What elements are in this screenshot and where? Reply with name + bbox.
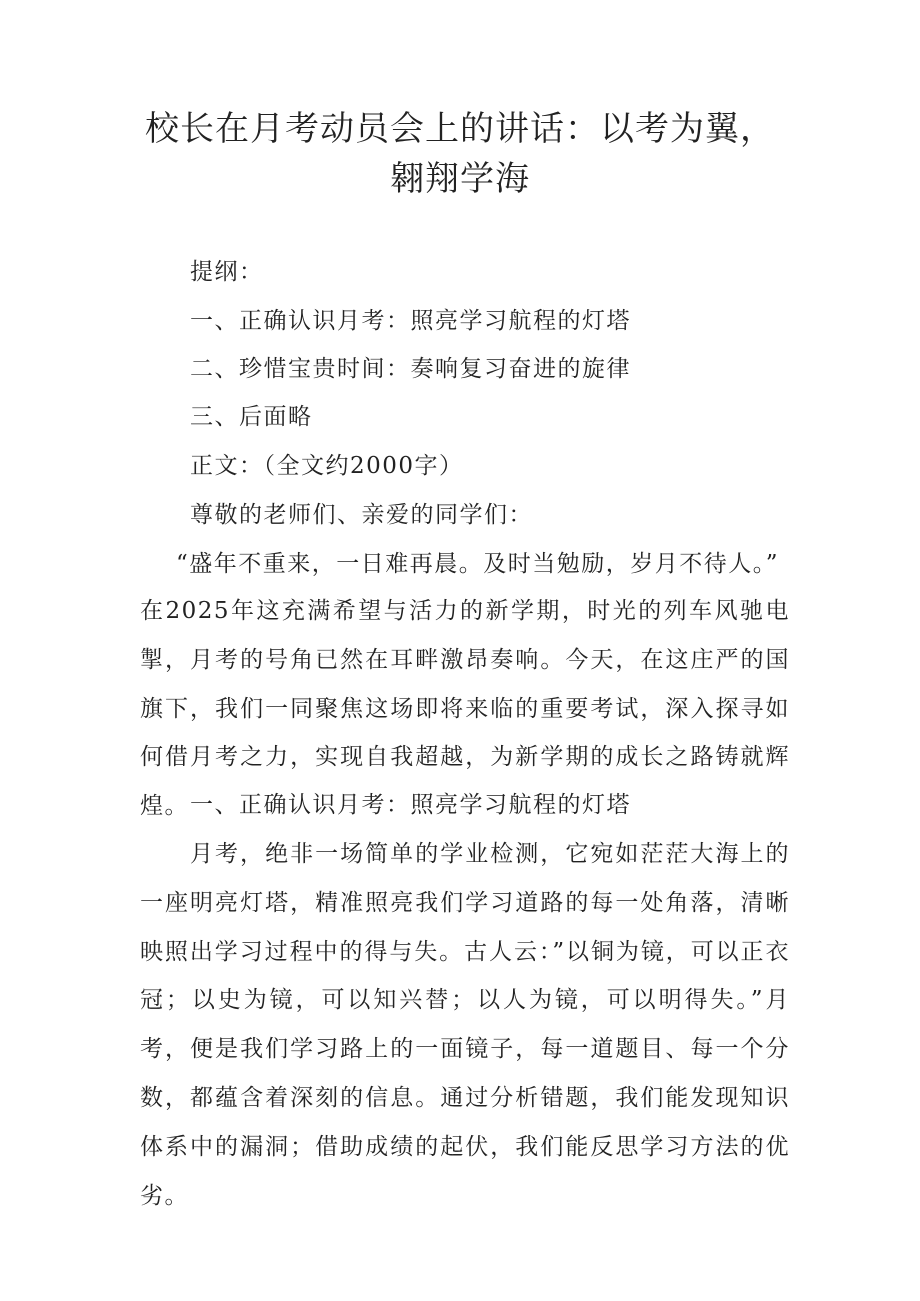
outline-item-3: 三、后面略	[190, 404, 313, 430]
body-label: 正文：（全文约2000字）	[190, 453, 464, 479]
salutation: 尊敬的老师们、亲爱的同学们：	[190, 502, 533, 528]
document-title: 校长在月考动员会上的讲话：以考为翼，翱翔学海	[145, 109, 775, 199]
outline-label: 提纲：	[190, 259, 264, 285]
intro-paragraph: 在2025年这充满希望与活力的新学期，时光的列车风驰电掣，月考的号角已然在耳畔激昂奏响。今天，在这庄严的国旗下，我们一同聚焦这场即将来临的重要考试，深入探寻如何借月考之力，实现自我超越，为新学期的成长之路铸就辉煌。	[140, 598, 790, 820]
outline-item-2: 二、珍惜宝贵时间：奏响复习奋进的旋律	[190, 356, 631, 382]
section-paragraph: 月考，绝非一场简单的学业检测，它宛如茫茫大海上的一座明亮灯塔，精准照亮我们学习道路的每一处角落，清晰映照出学习过程中的得与失。古人云：”以铜为镜，可以正衣冠；以史为镜，可以知兴替；以人为镜，可以明得失。”月考，便是我们学习路上的一面镜子，每一道题目、每一个分数，都蕴含着深刻的信息。通过分析错题，我们能发现知识体系中的漏洞；借助成绩的起伏，我们能反思学习方法的优劣。	[140, 841, 790, 1209]
outline-item-1: 一、正确认识月考：照亮学习航程的灯塔	[190, 308, 631, 334]
section-heading: 一、正确认识月考：照亮学习航程的灯塔	[190, 792, 631, 818]
opening-quote: “盛年不重来，一日难再晨。及时当勉励，岁月不待人。”	[176, 551, 780, 577]
